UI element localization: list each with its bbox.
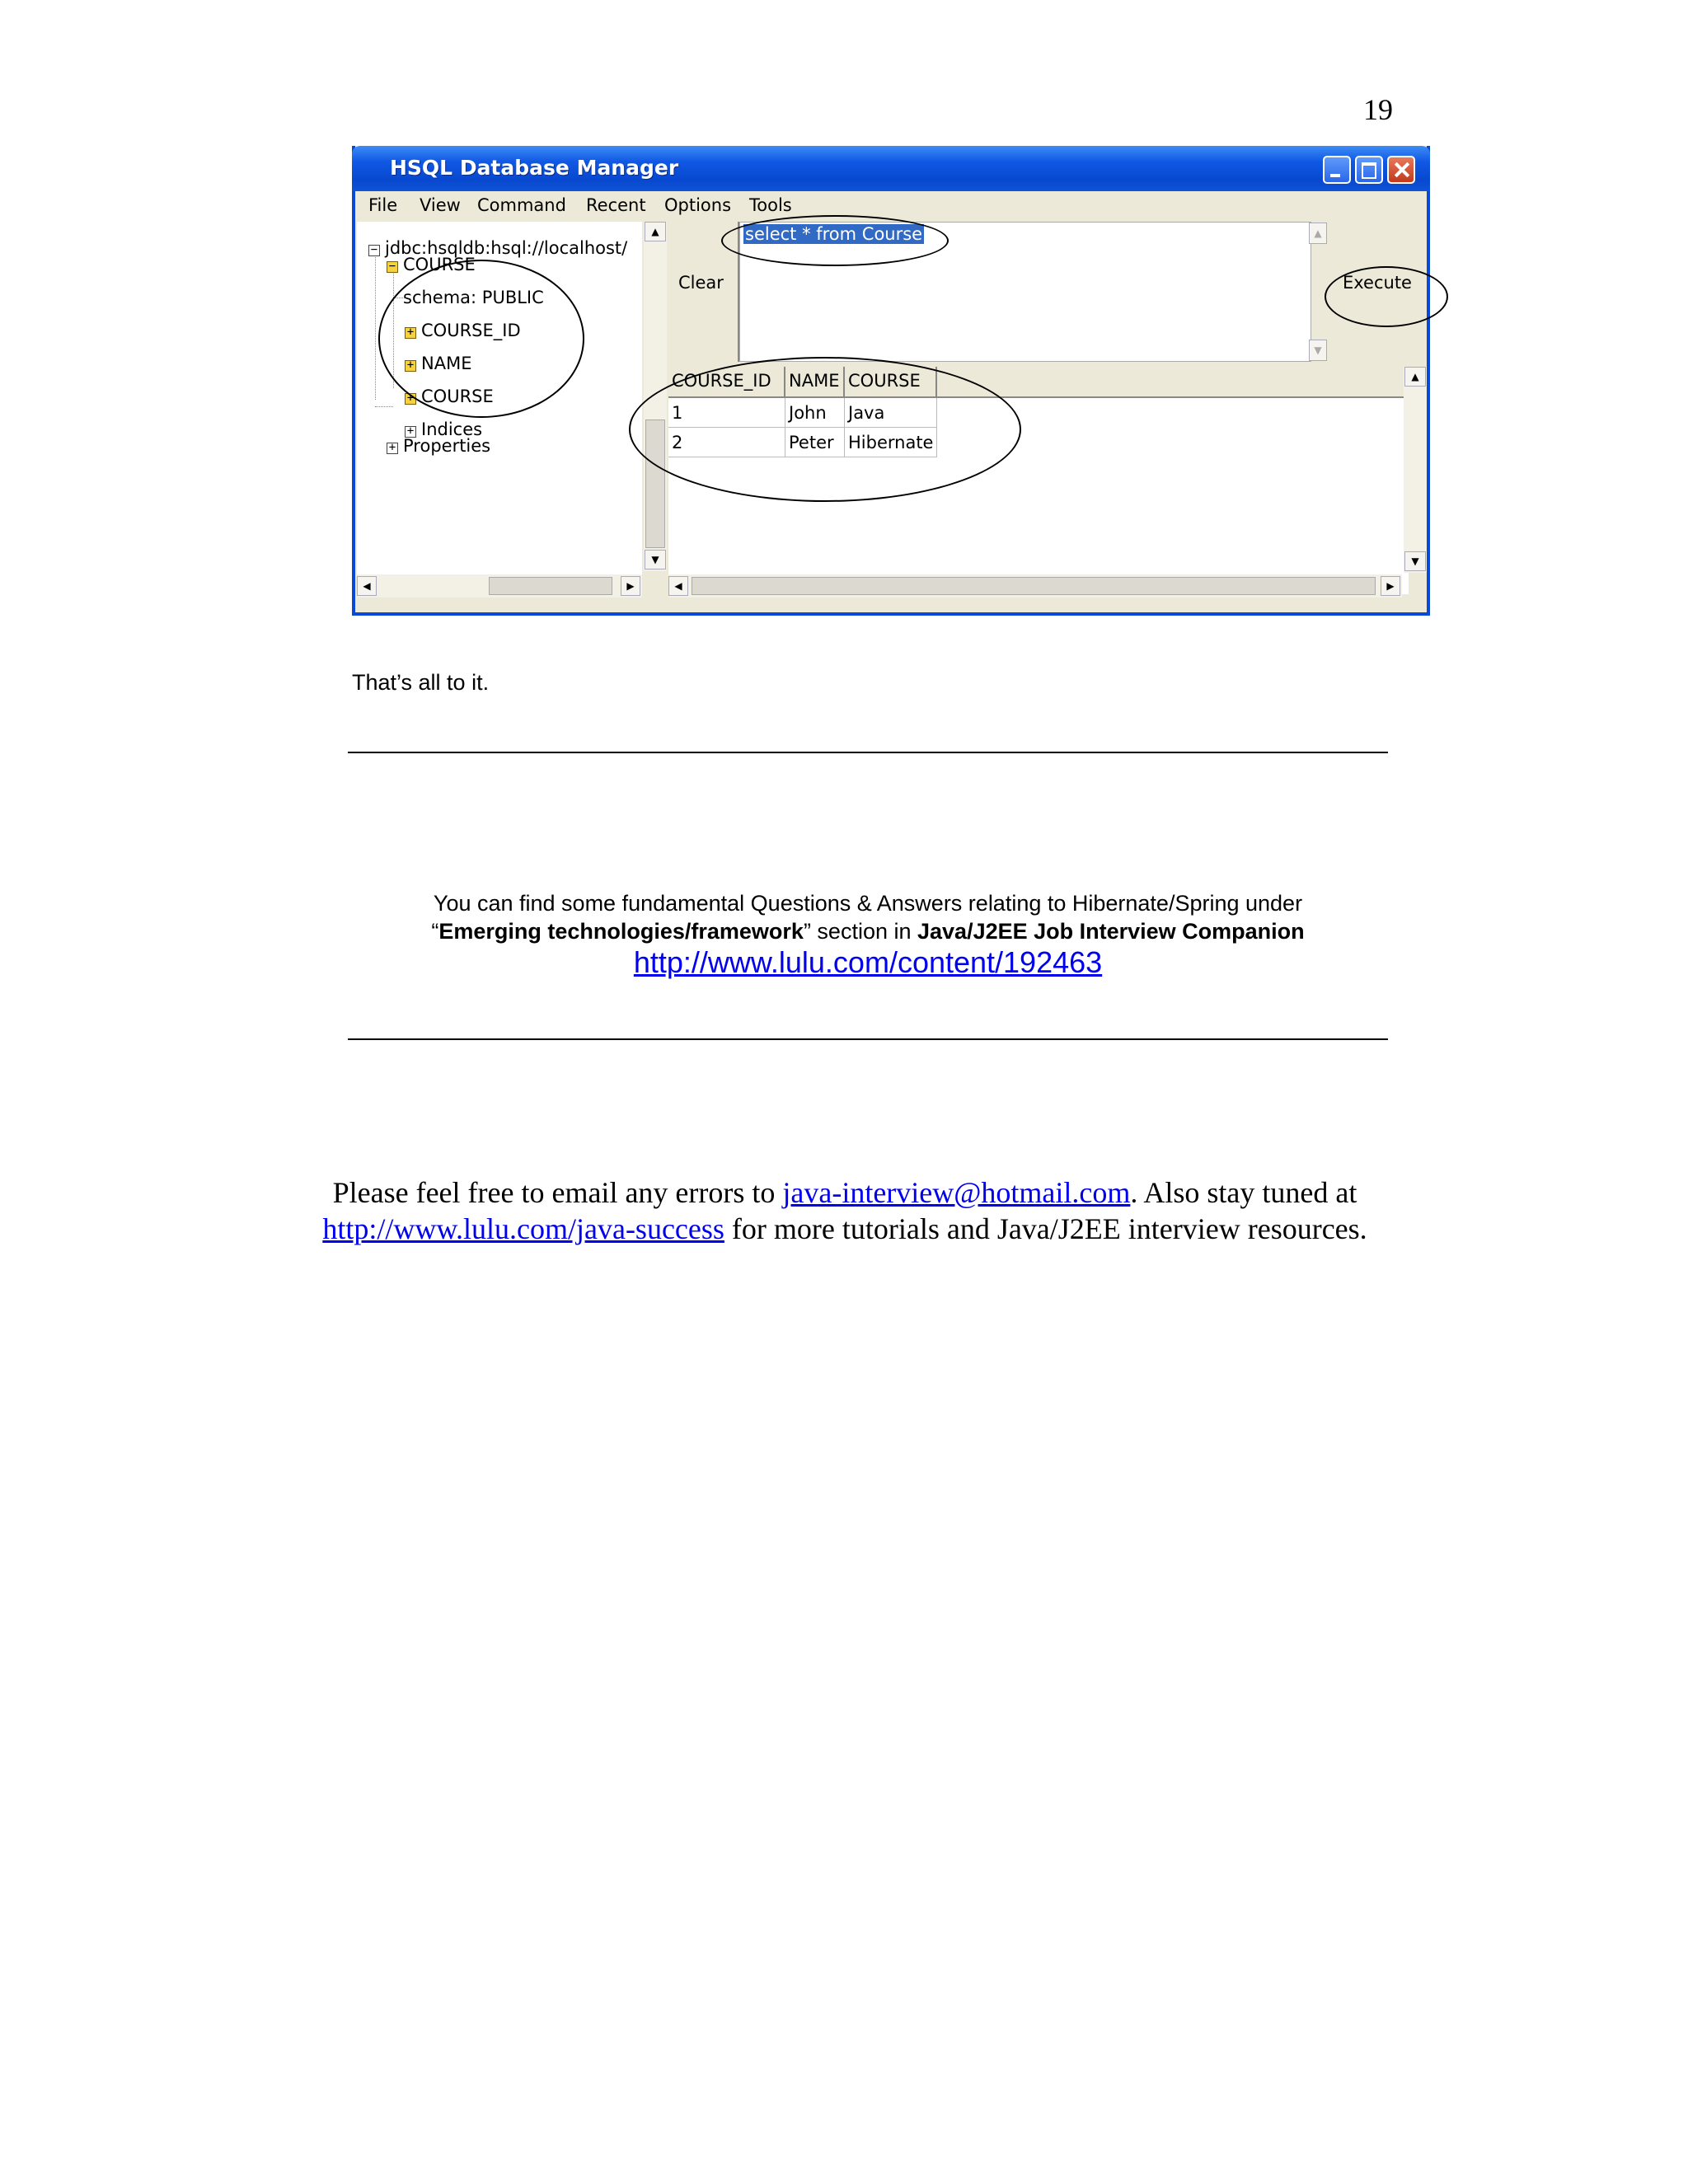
tree-vertical-scrollbar[interactable] — [644, 222, 667, 571]
divider — [348, 1038, 1388, 1040]
collapse-icon[interactable]: − — [368, 245, 380, 256]
results-horizontal-scrollbar[interactable] — [668, 574, 1402, 598]
maximize-icon — [1362, 162, 1376, 179]
scroll-down-icon[interactable]: ▼ — [1404, 551, 1426, 571]
table-cell[interactable]: 1 — [668, 398, 785, 428]
maximize-button[interactable] — [1355, 156, 1383, 184]
menu-options[interactable]: Options — [664, 195, 732, 215]
tree-column[interactable]: COURSE_ID — [421, 321, 521, 340]
minimize-button[interactable] — [1323, 156, 1351, 184]
scroll-thumb[interactable] — [645, 419, 665, 548]
minimize-icon — [1330, 174, 1340, 177]
scroll-right-icon[interactable]: ▶ — [621, 576, 640, 596]
clear-button-label: Clear — [678, 273, 724, 293]
expand-icon[interactable]: + — [405, 360, 416, 372]
divider — [348, 752, 1388, 753]
collapse-icon[interactable]: − — [387, 261, 398, 273]
expand-icon[interactable]: + — [405, 393, 416, 405]
menu-view[interactable]: View — [420, 195, 461, 215]
window-title: HSQL Database Manager — [390, 156, 679, 180]
emphasis: Java/J2EE Job Interview Companion — [917, 919, 1305, 944]
tree-indices[interactable]: Indices — [421, 419, 483, 439]
column-header[interactable]: COURSE_ID — [668, 367, 785, 396]
scroll-up-icon[interactable]: ▲ — [1309, 223, 1327, 244]
scroll-down-icon[interactable]: ▼ — [645, 550, 666, 569]
tree-table-course[interactable]: COURSE — [403, 255, 476, 274]
results-grid — [668, 367, 1409, 594]
tree-root-connection[interactable]: jdbc:hsqldb:hsql://localhost/ — [385, 238, 628, 258]
scroll-right-icon[interactable]: ▶ — [1381, 576, 1400, 596]
menu-recent[interactable]: Recent — [586, 195, 646, 215]
page-number: 19 — [1363, 93, 1393, 126]
sql-input[interactable] — [739, 222, 1322, 362]
column-header[interactable]: COURSE — [845, 367, 937, 396]
tree-column[interactable]: COURSE — [421, 387, 494, 406]
caption: That’s all to it. — [352, 670, 490, 695]
expand-icon[interactable]: + — [387, 443, 398, 454]
tree-properties[interactable]: Properties — [403, 436, 491, 456]
tree-schema: schema: PUBLIC — [403, 288, 544, 307]
scroll-up-icon[interactable]: ▲ — [1404, 367, 1426, 387]
table-cell[interactable]: Java — [845, 398, 937, 428]
title-bar — [352, 146, 1430, 191]
menu-bar — [355, 192, 1427, 217]
results-vertical-scrollbar[interactable] — [1404, 367, 1427, 573]
tree-horizontal-scrollbar[interactable] — [357, 574, 642, 598]
scroll-down-icon[interactable]: ▼ — [1309, 340, 1327, 361]
email-link[interactable]: java-interview@hotmail.com — [782, 1176, 1131, 1209]
menu-tools[interactable]: Tools — [749, 195, 792, 215]
scroll-left-icon[interactable]: ◀ — [357, 576, 377, 596]
hsql-window-screenshot — [352, 146, 1430, 616]
tree-column[interactable]: NAME — [421, 354, 472, 373]
schema-tree — [357, 222, 642, 593]
table-cell[interactable]: Peter — [785, 428, 845, 457]
promo-link[interactable]: http://www.lulu.com/content/192463 — [633, 945, 1103, 979]
promo-line: “Emerging technologies/framework” section in Java/J2EE Job Interview Companion — [431, 919, 1305, 944]
menu-file[interactable]: File — [368, 195, 398, 215]
clear-button[interactable] — [668, 222, 739, 362]
close-button[interactable] — [1387, 156, 1415, 184]
footer-paragraph: Please feel free to email any errors to java-interview@hotmail.com. Also stay tuned at http://www.lulu.com/java-success for more tutorials and Java/J2EE interview resources. — [322, 1176, 1367, 1245]
expand-icon[interactable]: + — [405, 426, 416, 438]
scroll-left-icon[interactable]: ◀ — [668, 576, 688, 596]
website-link[interactable]: http://www.lulu.com/java-success — [322, 1212, 724, 1245]
emphasis: Emerging technologies/framework — [438, 919, 804, 944]
scroll-thumb[interactable] — [692, 577, 1376, 595]
table-cell[interactable]: John — [785, 398, 845, 428]
expand-icon[interactable]: + — [405, 327, 416, 339]
promo-line: You can find some fundamental Questions & Answers relating to Hibernate/Spring under — [433, 891, 1303, 916]
scroll-thumb[interactable] — [489, 577, 612, 595]
table-cell[interactable]: 2 — [668, 428, 785, 457]
promo-block — [348, 889, 1388, 980]
execute-button[interactable] — [1334, 222, 1427, 362]
execute-button-label: Execute — [1343, 273, 1412, 293]
sql-query-text[interactable]: select * from Course — [745, 224, 923, 244]
scroll-up-icon[interactable]: ▲ — [645, 222, 666, 241]
column-header[interactable]: NAME — [785, 367, 845, 396]
menu-command[interactable]: Command — [477, 195, 566, 215]
table-cell[interactable]: Hibernate — [845, 428, 937, 457]
